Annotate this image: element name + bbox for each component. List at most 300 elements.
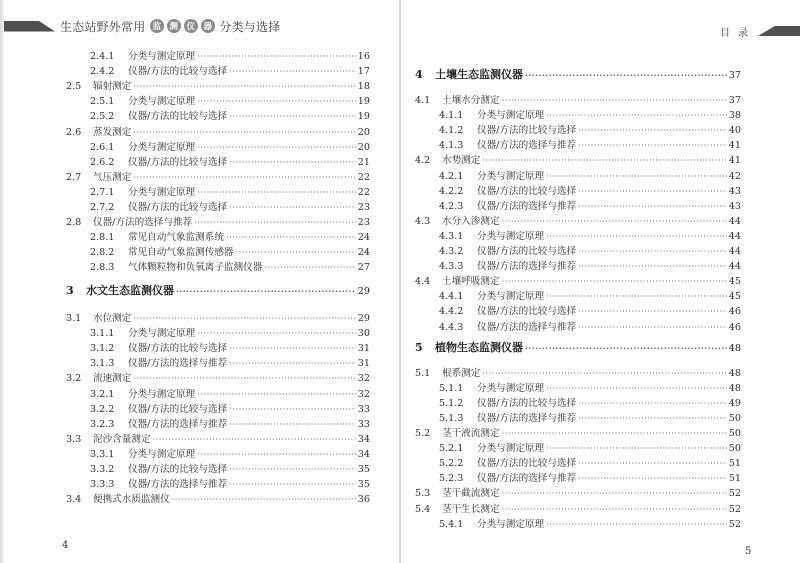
section-title: 仪器/方法的选择与推荐 bbox=[128, 358, 228, 370]
section-number: 5.2.1 bbox=[439, 443, 464, 455]
section-title: 分类与测定原理 bbox=[128, 96, 196, 108]
page-ref: 24 bbox=[357, 232, 370, 244]
toc-entry[interactable] bbox=[439, 473, 741, 485]
section-number: 3.3.3 bbox=[90, 479, 115, 491]
page-ref: 33 bbox=[357, 403, 370, 415]
page-ref: 29 bbox=[357, 313, 370, 324]
section-title: 水势测定 bbox=[442, 155, 481, 167]
page-ref: 44 bbox=[728, 230, 741, 242]
toc-entry[interactable] bbox=[90, 358, 370, 370]
toc-chapter-entry[interactable] bbox=[66, 285, 370, 298]
toc-entry[interactable] bbox=[66, 434, 370, 446]
contents-label: 目录 bbox=[720, 27, 756, 39]
page-ref: 19 bbox=[357, 96, 370, 108]
section-number: 4.2.1 bbox=[439, 170, 464, 182]
section-number: 4.3.1 bbox=[439, 230, 464, 242]
section-title: 辐射测定 bbox=[93, 81, 132, 93]
section-title: 仪器/方法的比较与选择 bbox=[128, 111, 228, 123]
page-ref: 44 bbox=[728, 215, 741, 227]
section-title: 分类与测定原理 bbox=[128, 186, 196, 198]
section-title: 水文生态监测仪器 bbox=[86, 283, 174, 297]
section-title: 仪器/方法的选择与推荐 bbox=[477, 321, 577, 333]
toc-entry[interactable] bbox=[415, 216, 741, 228]
page-ref: 23 bbox=[357, 202, 370, 213]
section-title: 仪器/方法的比较与选择 bbox=[477, 397, 577, 409]
section-title: 分类与测定原理 bbox=[477, 443, 545, 455]
dot-leader bbox=[229, 479, 356, 491]
page-ref: 45 bbox=[728, 291, 741, 303]
section-number: 2.6.1 bbox=[90, 141, 115, 153]
section-title: 茎干生长测定 bbox=[442, 503, 500, 515]
section-number: 5.2.2 bbox=[439, 458, 464, 470]
section-title: 茎干截流测定 bbox=[442, 488, 500, 500]
section-number: 3 bbox=[66, 283, 74, 297]
section-title: 分类与测定原理 bbox=[128, 388, 196, 400]
section-title: 茎干液流测定 bbox=[442, 428, 500, 439]
section-number: 3.1.2 bbox=[90, 343, 115, 355]
section-number: 3.2.1 bbox=[90, 388, 115, 400]
section-number: 5.1.1 bbox=[439, 382, 464, 394]
circled-char: 测 bbox=[167, 19, 181, 33]
page-ref: 21 bbox=[357, 156, 370, 168]
section-title: 土壤呼吸测定 bbox=[442, 276, 500, 288]
toc-entry[interactable] bbox=[415, 155, 741, 167]
dot-leader bbox=[229, 157, 356, 169]
toc-entry[interactable] bbox=[439, 231, 741, 243]
section-number: 4 bbox=[415, 68, 423, 81]
section-number: 4.3.3 bbox=[439, 261, 464, 273]
section-number: 4.1.1 bbox=[439, 110, 464, 122]
dot-leader bbox=[502, 428, 727, 440]
dot-leader bbox=[502, 488, 727, 500]
toc-entry[interactable] bbox=[90, 464, 370, 476]
toc-entry[interactable] bbox=[90, 96, 370, 108]
page-ref: 31 bbox=[357, 358, 370, 370]
page-ref: 52 bbox=[728, 488, 741, 500]
section-number: 3.1.1 bbox=[90, 328, 115, 340]
page-ref: 38 bbox=[728, 110, 741, 122]
dot-leader bbox=[133, 313, 355, 325]
toc-entry[interactable] bbox=[439, 306, 741, 318]
dot-leader bbox=[578, 261, 727, 273]
section-title: 流速测定 bbox=[93, 373, 132, 385]
page-ref: 27 bbox=[357, 262, 370, 274]
toc-entry[interactable] bbox=[66, 373, 370, 385]
dot-leader bbox=[229, 464, 356, 476]
toc-entry[interactable] bbox=[90, 262, 370, 274]
section-number: 4.4.3 bbox=[439, 321, 464, 333]
toc-entry[interactable] bbox=[439, 519, 741, 531]
header-tab-decoration bbox=[758, 26, 800, 36]
page-edge bbox=[0, 0, 4, 563]
dot-leader bbox=[229, 343, 356, 355]
toc-entry[interactable] bbox=[66, 172, 370, 184]
section-title: 水分入渗测定 bbox=[442, 215, 500, 227]
dot-leader bbox=[197, 449, 356, 461]
dot-leader bbox=[546, 519, 727, 531]
section-number: 5 bbox=[415, 340, 423, 354]
toc-entry[interactable] bbox=[90, 247, 370, 259]
page-ref: 48 bbox=[728, 382, 741, 394]
toc-entry[interactable] bbox=[66, 81, 370, 93]
toc-entry[interactable] bbox=[415, 276, 741, 288]
dot-leader bbox=[546, 443, 727, 455]
dot-leader bbox=[197, 51, 356, 63]
section-number: 3.2.2 bbox=[90, 403, 115, 415]
dot-leader bbox=[502, 95, 727, 107]
section-number: 2.7.1 bbox=[90, 186, 115, 198]
book-title-prefix: 生态站野外常用 bbox=[60, 19, 146, 34]
section-title: 土壤生态监测仪器 bbox=[435, 68, 523, 81]
dot-leader bbox=[172, 494, 356, 506]
page-ref: 33 bbox=[357, 418, 370, 430]
toc-entry[interactable] bbox=[439, 383, 741, 395]
section-number: 4.1.2 bbox=[439, 125, 464, 137]
circled-char: 器 bbox=[201, 19, 215, 33]
dot-leader bbox=[264, 262, 355, 274]
section-number: 2.8 bbox=[66, 217, 82, 229]
page-ref: 46 bbox=[728, 321, 741, 333]
toc-entry[interactable] bbox=[90, 51, 370, 63]
section-title: 泥沙含量测定 bbox=[93, 433, 151, 445]
book-title-suffix: 分类与选择 bbox=[219, 19, 281, 34]
page-ref: 44 bbox=[728, 246, 741, 257]
section-title: 仪器/方法的比较与选择 bbox=[477, 246, 577, 257]
dot-leader bbox=[525, 342, 727, 354]
section-number: 3.2 bbox=[66, 373, 82, 385]
toc-entry[interactable] bbox=[90, 187, 370, 199]
section-number: 3.3 bbox=[66, 433, 82, 445]
page-ref: 50 bbox=[728, 428, 741, 439]
toc-entry[interactable] bbox=[439, 458, 741, 470]
dot-leader bbox=[578, 306, 727, 318]
toc-chapter-entry[interactable] bbox=[415, 69, 741, 82]
section-title: 仪器/方法的比较与选择 bbox=[128, 343, 228, 355]
dot-leader bbox=[578, 201, 727, 213]
page-ref: 42 bbox=[728, 170, 741, 182]
section-number: 2.5 bbox=[66, 81, 82, 93]
dot-leader bbox=[236, 247, 356, 259]
section-title: 分类与测定原理 bbox=[477, 170, 545, 182]
section-number: 5.2 bbox=[415, 428, 431, 439]
toc-entry[interactable] bbox=[415, 488, 741, 500]
section-number: 4.4.1 bbox=[439, 291, 464, 303]
section-number: 5.4 bbox=[415, 503, 431, 515]
section-number: 2.5.2 bbox=[90, 111, 115, 123]
dot-leader bbox=[502, 276, 727, 288]
page-ref: 43 bbox=[728, 200, 741, 212]
section-number: 2.6 bbox=[66, 126, 82, 138]
section-title: 便携式水质监测仪 bbox=[93, 494, 170, 506]
page-ref: 36 bbox=[357, 494, 370, 506]
toc-entry[interactable] bbox=[90, 202, 370, 214]
dot-leader bbox=[229, 66, 356, 78]
page-ref: 49 bbox=[728, 397, 741, 409]
page-ref: 48 bbox=[728, 367, 741, 379]
toc-entry[interactable] bbox=[439, 201, 741, 213]
page-ref: 20 bbox=[357, 126, 370, 138]
section-title: 分类与测定原理 bbox=[477, 382, 545, 394]
section-number: 3.1.3 bbox=[90, 358, 115, 370]
dot-leader bbox=[229, 111, 356, 123]
dot-leader bbox=[194, 217, 356, 229]
dot-leader bbox=[578, 458, 727, 470]
section-number: 3.4 bbox=[66, 494, 82, 506]
page-ref: 44 bbox=[728, 261, 741, 273]
toc-entry[interactable] bbox=[66, 494, 370, 506]
toc-entry[interactable] bbox=[439, 413, 741, 425]
toc-entry[interactable] bbox=[415, 428, 741, 440]
dot-leader bbox=[197, 142, 356, 154]
section-title: 仪器/方法的比较与选择 bbox=[477, 185, 577, 197]
page-ref: 40 bbox=[728, 125, 741, 137]
section-title: 仪器/方法的选择与推荐 bbox=[477, 261, 577, 273]
section-title: 仪器/方法的选择与推荐 bbox=[477, 140, 577, 152]
section-number: 5.1.3 bbox=[439, 412, 464, 424]
section-title: 分类与测定原理 bbox=[477, 110, 545, 122]
section-title: 仪器/方法的选择与推荐 bbox=[477, 473, 577, 485]
toc-entry[interactable] bbox=[90, 419, 370, 431]
section-number: 2.5.1 bbox=[90, 96, 115, 108]
dot-leader bbox=[578, 413, 727, 425]
section-title: 仪器/方法的比较与选择 bbox=[128, 403, 228, 415]
section-title: 分类与测定原理 bbox=[477, 518, 545, 530]
section-number: 5.3 bbox=[415, 488, 431, 500]
section-number: 2.8.3 bbox=[90, 262, 115, 274]
section-title: 仪器/方法的选择与推荐 bbox=[477, 200, 577, 212]
section-title: 分类与测定原理 bbox=[477, 291, 545, 303]
toc-entry[interactable] bbox=[415, 368, 741, 380]
page-ref: 51 bbox=[728, 458, 741, 470]
page-ref: 32 bbox=[357, 388, 370, 400]
section-title: 常见自动气象监测系统 bbox=[128, 232, 224, 244]
section-number: 2.7.2 bbox=[90, 202, 115, 213]
toc-entry[interactable] bbox=[90, 479, 370, 491]
page-ref: 43 bbox=[728, 185, 741, 197]
section-title: 植物生态监测仪器 bbox=[435, 340, 523, 354]
dot-leader bbox=[482, 155, 726, 167]
toc-entry[interactable] bbox=[66, 127, 370, 139]
dot-leader bbox=[229, 404, 356, 416]
dot-leader bbox=[153, 434, 356, 446]
dot-leader bbox=[229, 358, 356, 370]
page-number-left: 4 bbox=[62, 540, 69, 551]
section-number: 4.1 bbox=[415, 95, 431, 106]
section-number: 5.1 bbox=[415, 367, 431, 379]
dot-leader bbox=[546, 110, 727, 122]
dot-leader bbox=[133, 81, 355, 93]
page-ref: 34 bbox=[357, 433, 370, 445]
section-title: 仪器/方法的选择与推荐 bbox=[128, 479, 228, 491]
page-ref: 41 bbox=[728, 140, 741, 152]
section-title: 仪器/方法的选择与推荐 bbox=[93, 217, 193, 229]
circled-char: 监 bbox=[150, 19, 164, 33]
section-number: 2.8.2 bbox=[90, 247, 115, 259]
dot-leader bbox=[578, 473, 727, 485]
circled-char: 仪 bbox=[184, 19, 198, 33]
toc-entry[interactable] bbox=[439, 398, 741, 410]
dot-leader bbox=[546, 171, 727, 183]
dot-leader bbox=[133, 172, 355, 184]
section-number: 4.2.3 bbox=[439, 200, 464, 212]
dot-leader bbox=[578, 322, 727, 334]
page-ref: 48 bbox=[728, 342, 741, 354]
dot-leader bbox=[578, 186, 727, 198]
section-title: 分类与测定原理 bbox=[128, 328, 196, 340]
toc-entry[interactable] bbox=[439, 140, 741, 152]
section-number: 2.6.2 bbox=[90, 156, 115, 168]
header-tab-decoration bbox=[3, 21, 55, 32]
toc-entry[interactable] bbox=[90, 157, 370, 169]
section-number: 4.4 bbox=[415, 276, 431, 288]
toc-entry[interactable] bbox=[439, 186, 741, 198]
page-ref: 18 bbox=[357, 81, 370, 93]
section-title: 分类与测定原理 bbox=[128, 141, 196, 153]
dot-leader bbox=[229, 419, 356, 431]
toc-entry[interactable] bbox=[90, 66, 370, 78]
dot-leader bbox=[546, 231, 727, 243]
toc-entry[interactable] bbox=[439, 246, 741, 258]
dot-leader bbox=[133, 127, 355, 139]
dot-leader bbox=[197, 187, 356, 199]
section-title: 仪器/方法的选择与推荐 bbox=[477, 412, 577, 424]
section-title: 仪器/方法的比较与选择 bbox=[477, 306, 577, 318]
section-title: 仪器/方法的比较与选择 bbox=[128, 202, 228, 213]
page-ref: 29 bbox=[357, 285, 370, 297]
section-number: 4.3 bbox=[415, 215, 431, 227]
toc-entry[interactable] bbox=[439, 322, 741, 334]
section-number: 2.4.2 bbox=[90, 66, 115, 78]
dot-leader bbox=[176, 285, 356, 297]
page-ref: 30 bbox=[357, 328, 370, 340]
toc-entry[interactable] bbox=[439, 291, 741, 303]
page-ref: 24 bbox=[357, 247, 370, 259]
section-number: 4.4.2 bbox=[439, 306, 464, 318]
page-ref: 41 bbox=[728, 155, 741, 167]
section-title: 分类与测定原理 bbox=[477, 230, 545, 242]
section-number: 4.2 bbox=[415, 155, 431, 167]
toc-entry[interactable] bbox=[415, 95, 741, 107]
section-number: 5.4.1 bbox=[439, 518, 464, 530]
section-number: 3.3.1 bbox=[90, 448, 115, 460]
page-ref: 37 bbox=[728, 70, 741, 81]
page-ref: 50 bbox=[728, 443, 741, 455]
dot-leader bbox=[578, 125, 727, 137]
page-number-right: 5 bbox=[745, 546, 752, 557]
page-ref: 23 bbox=[357, 217, 370, 229]
section-number: 4.1.3 bbox=[439, 140, 464, 152]
section-title: 气压测定 bbox=[93, 171, 132, 183]
section-number: 3.1 bbox=[66, 313, 82, 324]
toc-entry[interactable] bbox=[66, 313, 370, 325]
running-header-left bbox=[3, 18, 280, 34]
dot-leader bbox=[546, 383, 727, 395]
dot-leader bbox=[197, 328, 356, 340]
toc-entry[interactable] bbox=[439, 110, 741, 122]
section-title: 分类与测定原理 bbox=[128, 448, 196, 460]
page-ref: 35 bbox=[357, 479, 370, 491]
toc-entry[interactable] bbox=[439, 125, 741, 137]
section-title: 蒸发测定 bbox=[93, 126, 132, 138]
page-ref: 22 bbox=[357, 171, 370, 183]
section-number: 2.8.1 bbox=[90, 232, 115, 244]
section-number: 4.3.2 bbox=[439, 246, 464, 257]
toc-entry[interactable] bbox=[90, 343, 370, 355]
section-title: 分类与测定原理 bbox=[128, 51, 196, 62]
section-number: 3.2.3 bbox=[90, 418, 115, 430]
dot-leader bbox=[578, 398, 727, 410]
running-header-right bbox=[720, 24, 800, 38]
section-number: 2.4.1 bbox=[90, 51, 115, 62]
section-title: 根系测定 bbox=[442, 367, 481, 379]
page-ref: 50 bbox=[728, 412, 741, 424]
page-ref: 19 bbox=[357, 111, 370, 123]
section-title: 土壤水分测定 bbox=[442, 95, 500, 106]
page-ref: 16 bbox=[357, 51, 370, 62]
section-number: 5.1.2 bbox=[439, 397, 464, 409]
section-number: 2.7 bbox=[66, 171, 82, 183]
page-ref: 37 bbox=[728, 95, 741, 106]
page-ref: 46 bbox=[728, 306, 741, 318]
section-number: 5.2.3 bbox=[439, 473, 464, 485]
toc-entry[interactable] bbox=[90, 449, 370, 461]
toc-entry[interactable] bbox=[439, 171, 741, 183]
toc-entry[interactable] bbox=[90, 389, 370, 401]
toc-entry[interactable] bbox=[90, 232, 370, 244]
dot-leader bbox=[482, 368, 726, 380]
dot-leader bbox=[197, 96, 356, 108]
page-ref: 34 bbox=[357, 448, 370, 460]
page-ref: 17 bbox=[357, 66, 370, 78]
toc-entry[interactable] bbox=[90, 328, 370, 340]
section-title: 仪器/方法的比较与选择 bbox=[477, 125, 577, 137]
toc-entry[interactable] bbox=[66, 217, 370, 229]
section-title: 仪器/方法的比较与选择 bbox=[128, 66, 228, 78]
page-ref: 32 bbox=[357, 373, 370, 385]
toc-entry[interactable] bbox=[439, 261, 741, 273]
section-title: 仪器/方法的比较与选择 bbox=[128, 156, 228, 168]
dot-leader bbox=[197, 389, 356, 401]
dot-leader bbox=[226, 232, 356, 244]
dot-leader bbox=[133, 373, 355, 385]
section-title: 常见自动气象监测传感器 bbox=[128, 247, 234, 259]
toc-entry[interactable] bbox=[90, 142, 370, 154]
section-title: 气体颗粒物和负氧离子监测仪器 bbox=[128, 262, 263, 274]
dot-leader bbox=[502, 216, 727, 228]
page-ref: 22 bbox=[357, 186, 370, 198]
page-ref: 52 bbox=[728, 518, 741, 530]
right-page bbox=[401, 0, 800, 563]
page-ref: 31 bbox=[357, 343, 370, 355]
dot-leader bbox=[229, 202, 356, 214]
toc-entry[interactable] bbox=[90, 111, 370, 123]
section-title: 水位测定 bbox=[93, 313, 132, 324]
section-number: 4.2.2 bbox=[439, 185, 464, 197]
toc-entry[interactable] bbox=[439, 443, 741, 455]
page-ref: 45 bbox=[728, 276, 741, 288]
page-ref: 35 bbox=[357, 464, 370, 475]
section-number: 3.3.2 bbox=[90, 464, 115, 475]
page-ref: 52 bbox=[728, 503, 741, 515]
dot-leader bbox=[502, 504, 727, 516]
section-title: 仪器/方法的比较与选择 bbox=[128, 464, 228, 475]
toc-entry[interactable] bbox=[415, 504, 741, 516]
dot-leader bbox=[546, 291, 727, 303]
toc-entry[interactable] bbox=[90, 404, 370, 416]
section-title: 仪器/方法的选择与推荐 bbox=[128, 418, 228, 430]
page-ref: 51 bbox=[728, 473, 741, 485]
toc-chapter-entry[interactable] bbox=[415, 342, 741, 355]
